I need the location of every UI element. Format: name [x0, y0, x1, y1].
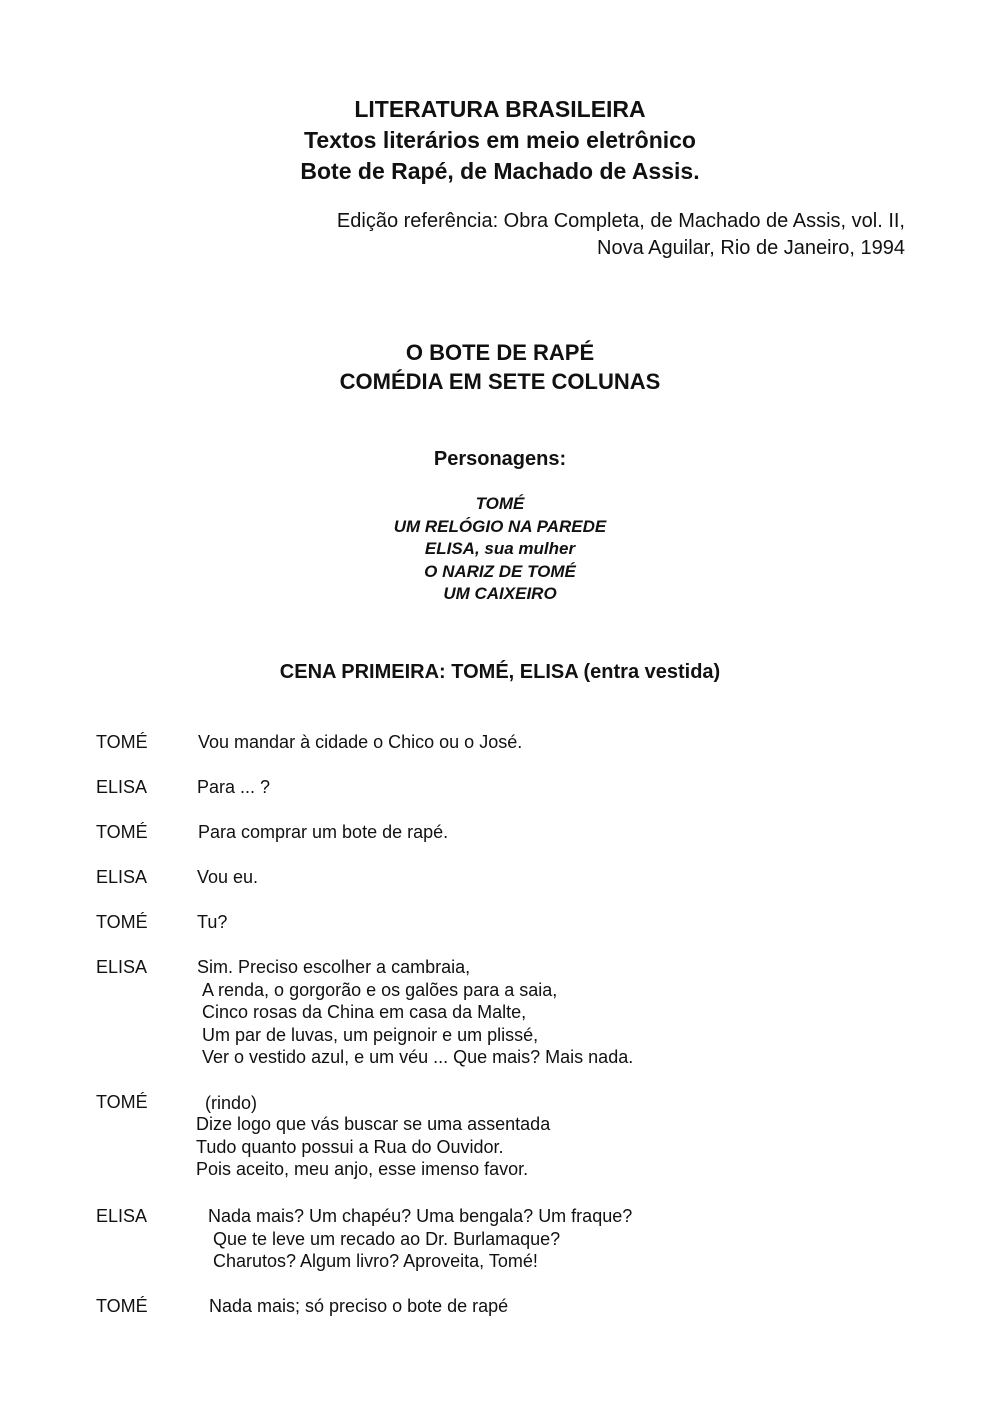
play-title-line: O BOTE DE RAPÉ: [405, 340, 595, 365]
header-work-title: Bote de Rapé, de Machado de Assis.: [300, 158, 700, 184]
speech-line: Charutos? Algum livro? Aproveita, Tomé!: [213, 1251, 538, 1271]
speech-line: Vou mandar à cidade o Chico ou o José.: [198, 732, 523, 752]
speaker-label: TOMÉ: [96, 822, 148, 842]
play-subtitle-line: COMÉDIA EM SETE COLUNAS: [339, 369, 661, 394]
character-item: UM RELÓGIO NA PAREDE: [393, 516, 607, 536]
speaker-label: TOMÉ: [96, 732, 148, 752]
speaker-label: ELISA: [96, 867, 148, 887]
speech-line: Dize logo que vás buscar se uma assentada: [196, 1114, 551, 1134]
speech-line: Pois aceito, meu anjo, esse imenso favor.: [196, 1159, 529, 1179]
speech-line: Ver o vestido azul, e um véu ... Que mais? Mais nada.: [202, 1047, 634, 1067]
speech-line: Tu?: [197, 912, 228, 932]
speech-line: Um par de luvas, um peignoir e um plissé,: [202, 1024, 539, 1045]
speech-line: Tudo quanto possui a Rua do Ouvidor.: [196, 1136, 504, 1157]
speech-line: Sim. Preciso escolher a cambraia,: [197, 957, 471, 977]
speech-line: Cinco rosas da China em casa da Malte,: [202, 1002, 527, 1022]
speech-line: Nada mais? Um chapéu? Uma bengala? Um fraque?: [208, 1206, 633, 1226]
speech-line: Que te leve um recado ao Dr. Burlamaque?: [213, 1228, 561, 1249]
header-subtitle: Textos literários em meio eletrônico: [304, 127, 696, 153]
character-item: ELISA, sua mulher: [424, 539, 576, 558]
speaker-label: ELISA: [96, 777, 148, 797]
speech-line: Para comprar um bote de rapé.: [198, 822, 449, 842]
speaker-label: TOMÉ: [96, 1092, 148, 1112]
edition-reference-line-1: Edição referência: Obra Completa, de Machado de Assis, vol. II,: [336, 210, 905, 232]
character-item: O NARIZ DE TOMÉ: [424, 561, 576, 581]
speaker-label: ELISA: [96, 957, 148, 977]
character-item: TOMÉ: [475, 494, 525, 513]
scene-heading: CENA PRIMEIRA: TOMÉ, ELISA (entra vestida): [279, 661, 721, 683]
speech-line: Vou eu.: [197, 867, 259, 887]
speaker-label: TOMÉ: [96, 912, 148, 932]
speaker-label: TOMÉ: [96, 1296, 148, 1316]
speaker-label: ELISA: [96, 1206, 148, 1226]
characters-heading: Personagens:: [433, 448, 567, 470]
speech-line: A renda, o gorgorão e os galões para a saia,: [202, 979, 558, 1000]
speech-line: Nada mais; só preciso o bote de rapé: [209, 1296, 509, 1316]
header-collection-title: LITERATURA BRASILEIRA: [354, 96, 646, 122]
edition-reference-line-2: Nova Aguilar, Rio de Janeiro, 1994: [597, 237, 905, 259]
speech-line: Para ... ?: [197, 777, 271, 797]
character-item: UM CAIXEIRO: [443, 584, 557, 603]
stage-direction: (rindo): [205, 1093, 258, 1113]
